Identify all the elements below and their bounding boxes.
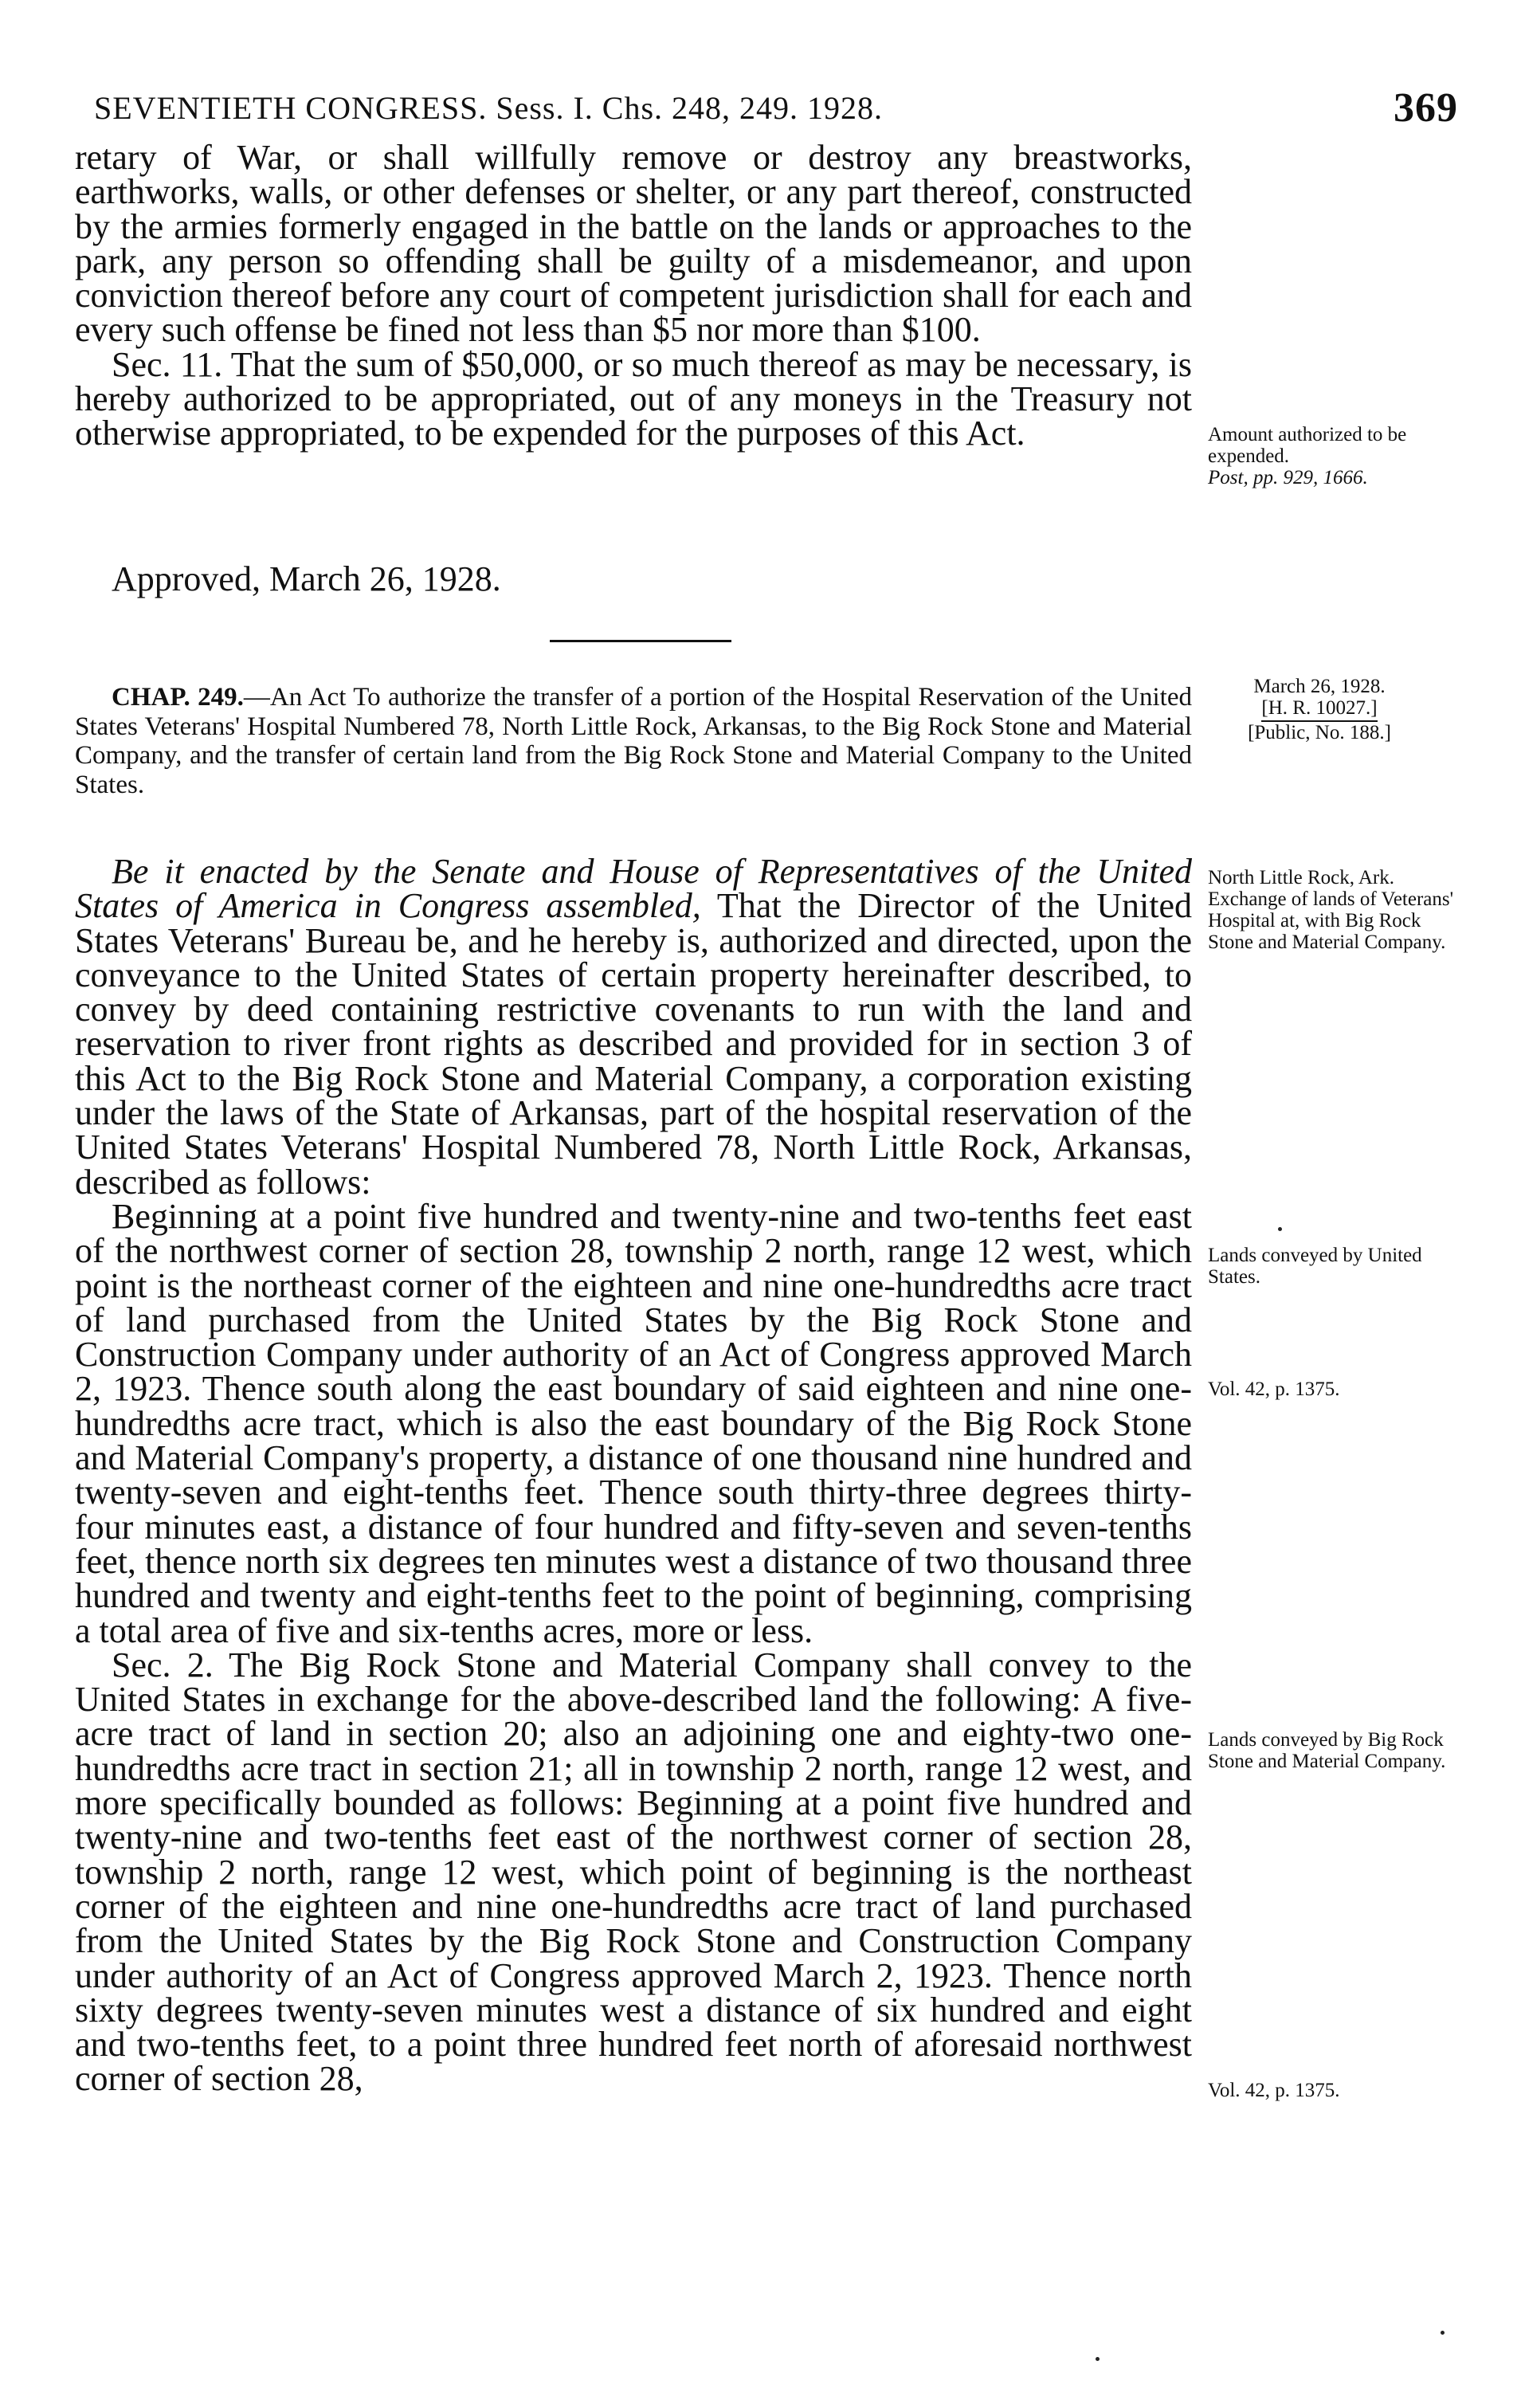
print-speck [1096, 2357, 1100, 2361]
section-divider [550, 640, 731, 642]
exchange-note: Exchange of lands of Veterans' Hospital at, with Big Rock Stone and Material Company. [1208, 888, 1454, 953]
approval-date-note: March 26, 1928. [1253, 676, 1386, 697]
enacting-clause: Be it enacted by the Senate and House of Representatives of the United States of America in Congress assembled, [75, 852, 1192, 926]
section-11-paragraph: Sec. 11. That the sum of $50,000, or so much thereof as may be necessary, is hereby authorized to be appropriated, out of any moneys in the Treasury not otherwise appropriated, to be expended for the purposes of this Act. [75, 344, 1192, 453]
margin-note-amount [1208, 424, 1455, 488]
chapter-title: —An Act To authorize the transfer of a portion of the Hospital Reservation of the United States Veterans' Hospital Numbered 78, North Little Rock, Arkansas, to the Big Rock Stone and Material Company, and the transfer of certain land from the Big Rock Stone and Material Company to the United States. [75, 683, 1192, 799]
print-speck [1441, 2331, 1445, 2335]
margin-note-volume-2: Vol. 42, p. 1375. [1208, 2080, 1340, 2101]
running-head [94, 85, 1458, 137]
section-2-paragraph: Sec. 2. The Big Rock Stone and Material Company shall convey to the United States in exchange for the above-described land the following: A five-acre tract of land in section 20; also an adjoining one and eighty-two one-hundredths acre tract in section 21; all in township 2 north, range 12 west, and more specifically bounded as follows: Beginning at a point five hundred and twenty-nine and two-tenths feet east of the northwest corner of section 28, township 2 north, range 12 west, which point of beginning is the northeast corner of the eighteen and nine one-hundredths acre tract of land purchased from the United States by the Big Rock Stone and Construction Company under authority of an Act of Congress approved March 2, 1923. Thence north sixty degrees twenty-seven minutes west a distance of six hundred and eight and two-tenths feet, to a point three hundred feet north of aforesaid northwest corner of section 28, [75, 1645, 1192, 2099]
margin-note-lands-company: Lands conveyed by Big Rock Stone and Material Company. [1208, 1729, 1446, 1772]
margin-note-north-little-rock [1208, 867, 1455, 953]
chapter-249-body [75, 854, 1192, 2193]
margin-note-lands-us: Lands conveyed by United States. [1208, 1245, 1422, 1288]
land-description-paragraph: Beginning at a point five hundred and twenty-nine and two-tenths feet east of the northwest corner of section 28, township 2 north, range 12 west, which point is the northeast corner of the eighteen and nine one-hundredths acre tract of land purchased from the United States by the Big Rock Stone and Construction Company under authority of an Act of Congress approved March 2, 1923. Thence south along the east boundary of said eighteen and nine one-hundredths acre tract, which is also the east boundary of the Big Rock Stone and Material Company's property, a distance of one thousand nine hundred and twenty-seven and eight-tenths feet. Thence south thirty-three degrees thirty-four minutes east, a distance of four hundred and fifty-seven and seven-tenths feet, thence north six degrees ten minutes west a distance of two thousand three hundred and twenty and eight-tenths feet to the point of beginning, comprising a total area of five and six-tenths acres, more or less. [75, 1196, 1192, 1650]
public-law-number: [Public, No. 188.] [1248, 722, 1391, 743]
amount-authorized-note: Amount authorized to be expended. [1208, 424, 1407, 467]
margin-note-volume-1: Vol. 42, p. 1375. [1208, 1379, 1340, 1400]
chapter-label: CHAP. 249. [112, 683, 244, 712]
chapter-249-heading [75, 683, 1192, 834]
section-1-text: That the Director of the United States Veterans' Bureau be, and he hereby is, authorized and directed, upon the conveyance to the United States of certain property hereinafter described, to convey by deed containing restrictive covenants to run with the land and reservation to river front rights as described and provided for in section 3 of this Act to the Big Rock Stone and Material Company, a corporation existing under the laws of the State of Arkansas, part of the hospital reservation of the United States Veterans' Hospital Numbered 78, North Little Rock, Arkansas, described as follows: [75, 886, 1192, 1202]
approved-line [75, 559, 1192, 602]
chapter-248-continuation [75, 140, 1192, 555]
enacting-paragraph [75, 852, 1192, 1202]
amount-reference: Post, pp. 929, 1666. [1208, 467, 1368, 488]
margin-note-date [1216, 676, 1423, 743]
approved-date: Approved, March 26, 1928. [112, 559, 501, 598]
print-speck [1278, 1227, 1282, 1231]
page-number: 369 [1394, 85, 1458, 131]
continuation-paragraph: retary of War, or shall willfully remove or destroy any breastworks, earthworks, walls, or other defenses or shelter, or any part thereof, constructed by the armies formerly engaged in the battle on the lands or approaches to the park, any person so offending shall be guilty of a misdemeanor, and upon conviction thereof before any court of competent jurisdiction shall for each and every such offense be fined not less than $5 nor more than $100. [75, 138, 1192, 350]
location-note: North Little Rock, Ark. [1208, 867, 1394, 888]
header-title: SEVENTIETH CONGRESS. Sess. I. Chs. 248, 249. 1928. [94, 90, 884, 126]
bill-number: [H. R. 10027.] [1261, 697, 1377, 722]
